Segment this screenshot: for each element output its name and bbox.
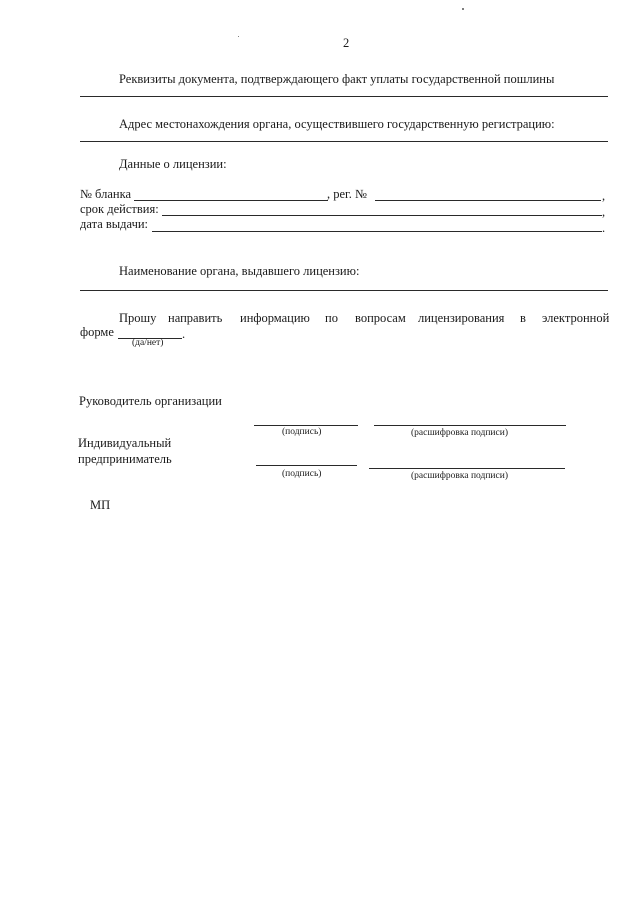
signature-caption: (подпись) [282,469,322,479]
registration-address-line [80,141,608,142]
request-word: по [325,311,338,325]
seal-place-label: МП [90,498,111,512]
entrepreneur-decoding-line [369,468,565,469]
request-word: информацию [240,311,310,325]
payment-requisites-label: Реквизиты документа, подтверждающего факт уплаты государственной пошлины [119,72,555,86]
reg-number-line [375,200,601,201]
issuing-authority-line [80,290,608,291]
license-data-label: Данные о лицензии: [119,157,227,171]
issue-date-line [152,231,602,232]
request-form-word: форме [80,325,114,339]
request-word: электронной [542,311,610,325]
request-word: лицензирования [418,311,505,325]
entrepreneur-signature-line [256,465,357,466]
reg-number-label: , рег. № [327,187,367,201]
head-decoding-line [374,425,566,426]
period-mark: . [182,327,186,341]
validity-label: срок действия: [80,202,159,216]
issuing-authority-label: Наименование органа, выдавшего лицензию: [119,264,360,278]
scan-speck [462,8,464,10]
comma-mark: , [602,189,606,203]
form-number-line [134,200,328,201]
yes-no-hint: (да/нет) [132,338,164,348]
validity-line [162,215,602,216]
individual-entrepreneur-line1: Индивидуальный [78,436,172,450]
signature-decoding-caption: (расшифровка подписи) [411,471,508,481]
signature-decoding-caption: (расшифровка подписи) [411,428,508,438]
payment-requisites-line [80,96,608,97]
request-word: в [520,311,526,325]
head-of-organization-label: Руководитель организации [79,394,222,408]
period-mark: . [602,221,606,235]
request-word: вопросам [355,311,406,325]
individual-entrepreneur-line2: предприниматель [78,452,172,466]
request-word: направить [168,311,223,325]
request-word: Прошу [119,311,157,325]
signature-caption: (подпись) [282,427,322,437]
scan-speck [238,36,239,37]
page-number: 2 [343,36,350,50]
issue-date-label: дата выдачи: [80,217,149,231]
comma-mark: , [602,205,606,219]
registration-address-label: Адрес местонахождения органа, осуществившего государственную регистрацию: [119,117,555,131]
head-signature-line [254,425,358,426]
form-number-label: № бланка [80,187,132,201]
